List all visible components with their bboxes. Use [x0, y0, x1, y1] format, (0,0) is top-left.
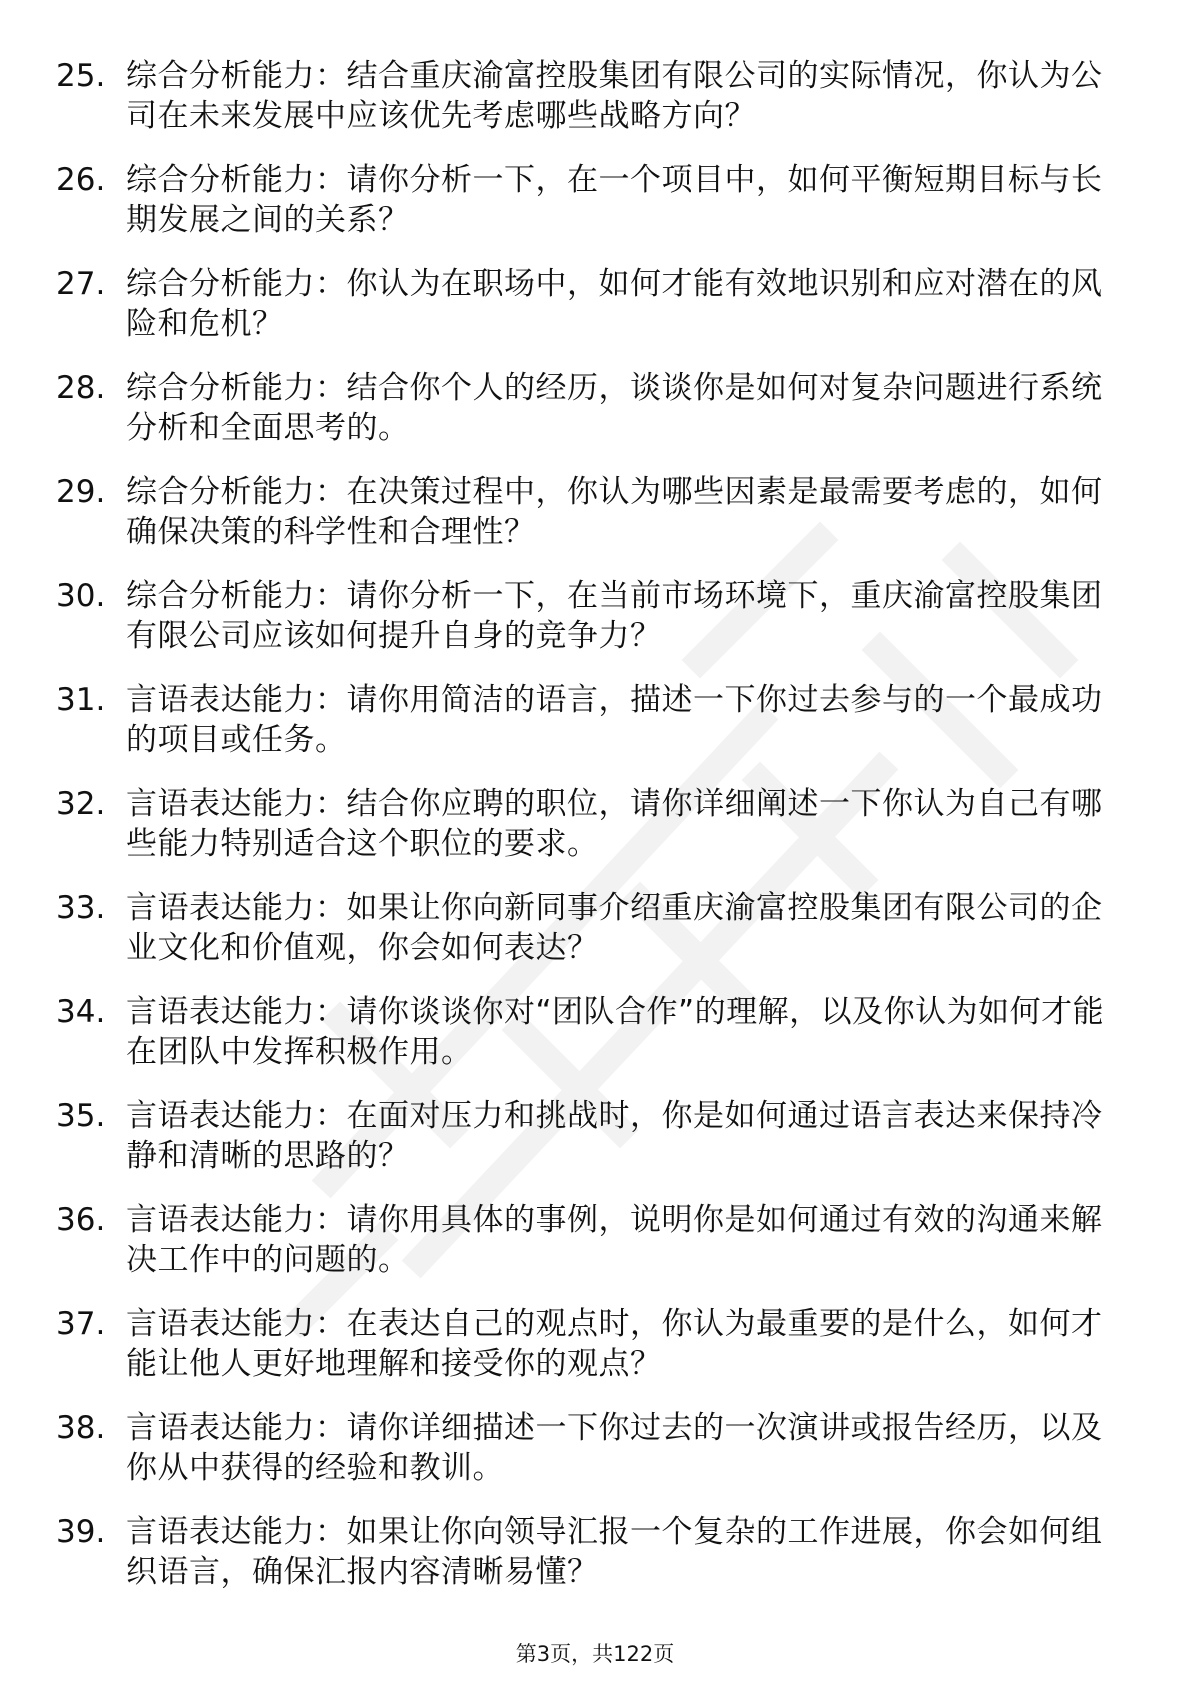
question-text: 言语表达能力：如果让你向领导汇报一个复杂的工作进展，你会如何组织语言，确保汇报内容清晰易懂？ [126, 1514, 1103, 1590]
question-text: 综合分析能力：结合你个人的经历，谈谈你是如何对复杂问题进行系统分析和全面思考的。 [126, 370, 1103, 446]
question-item [0, 882, 1190, 986]
question-text: 综合分析能力：结合重庆渝富控股集团有限公司的实际情况，你认为公司在未来发展中应该优先考虑哪些战略方向？ [126, 58, 1103, 134]
question-item [0, 674, 1190, 778]
question-text: 言语表达能力：在面对压力和挑战时，你是如何通过语言表达来保持冷静和清晰的思路的？ [126, 1098, 1103, 1174]
question-text: 言语表达能力：请你用简洁的语言，描述一下你过去参与的一个最成功的项目或任务。 [126, 682, 1103, 758]
question-list [0, 50, 1190, 1610]
question-text: 综合分析能力：请你分析一下，在一个项目中，如何平衡短期目标与长期发展之间的关系？ [126, 162, 1103, 238]
question-number: 35. [56, 1098, 106, 1134]
question-number: 28. [56, 370, 106, 406]
question-text: 综合分析能力：在决策过程中，你认为哪些因素是最需要考虑的，如何确保决策的科学性和合理性？ [126, 474, 1103, 550]
question-item [0, 1090, 1190, 1194]
question-number: 30. [56, 578, 106, 614]
question-text: 言语表达能力：如果让你向新同事介绍重庆渝富控股集团有限公司的企业文化和价值观，你会如何表达？ [126, 890, 1103, 966]
question-text: 言语表达能力：请你详细描述一下你过去的一次演讲或报告经历，以及你从中获得的经验和教训。 [126, 1410, 1103, 1486]
question-item [0, 1194, 1190, 1298]
page-number: 第3页，共122页 [515, 1642, 675, 1666]
question-number: 32. [56, 786, 106, 822]
question-number: 34. [56, 994, 106, 1030]
question-item [0, 362, 1190, 466]
question-item [0, 154, 1190, 258]
question-item [0, 570, 1190, 674]
question-item [0, 778, 1190, 882]
question-item [0, 50, 1190, 154]
question-number: 29. [56, 474, 106, 510]
question-text: 综合分析能力：你认为在职场中，如何才能有效地识别和应对潜在的风险和危机？ [126, 266, 1103, 342]
question-item [0, 466, 1190, 570]
question-number: 33. [56, 890, 106, 926]
question-number: 26. [56, 162, 106, 198]
question-item [0, 1506, 1190, 1610]
question-text: 言语表达能力：在表达自己的观点时，你认为最重要的是什么，如何才能让他人更好地理解和接受你的观点？ [126, 1306, 1103, 1382]
question-item [0, 986, 1190, 1090]
question-number: 37. [56, 1306, 106, 1342]
question-number: 36. [56, 1202, 106, 1238]
question-text: 综合分析能力：请你分析一下，在当前市场环境下，重庆渝富控股集团有限公司应该如何提升自身的竞争力？ [126, 578, 1103, 654]
question-item [0, 1298, 1190, 1402]
question-text: 言语表达能力：请你谈谈你对“团队合作”的理解，以及你认为如何才能在团队中发挥积极作用。 [126, 994, 1105, 1070]
question-item [0, 1402, 1190, 1506]
question-text: 言语表达能力：结合你应聘的职位，请你详细阐述一下你认为自己有哪些能力特别适合这个职位的要求。 [126, 786, 1103, 862]
question-text: 言语表达能力：请你用具体的事例，说明你是如何通过有效的沟通来解决工作中的问题的。 [126, 1202, 1103, 1278]
question-number: 27. [56, 266, 106, 302]
question-number: 39. [56, 1514, 106, 1550]
question-number: 38. [56, 1410, 106, 1446]
question-number: 31. [56, 682, 106, 718]
question-item [0, 258, 1190, 362]
question-number: 25. [56, 58, 106, 94]
